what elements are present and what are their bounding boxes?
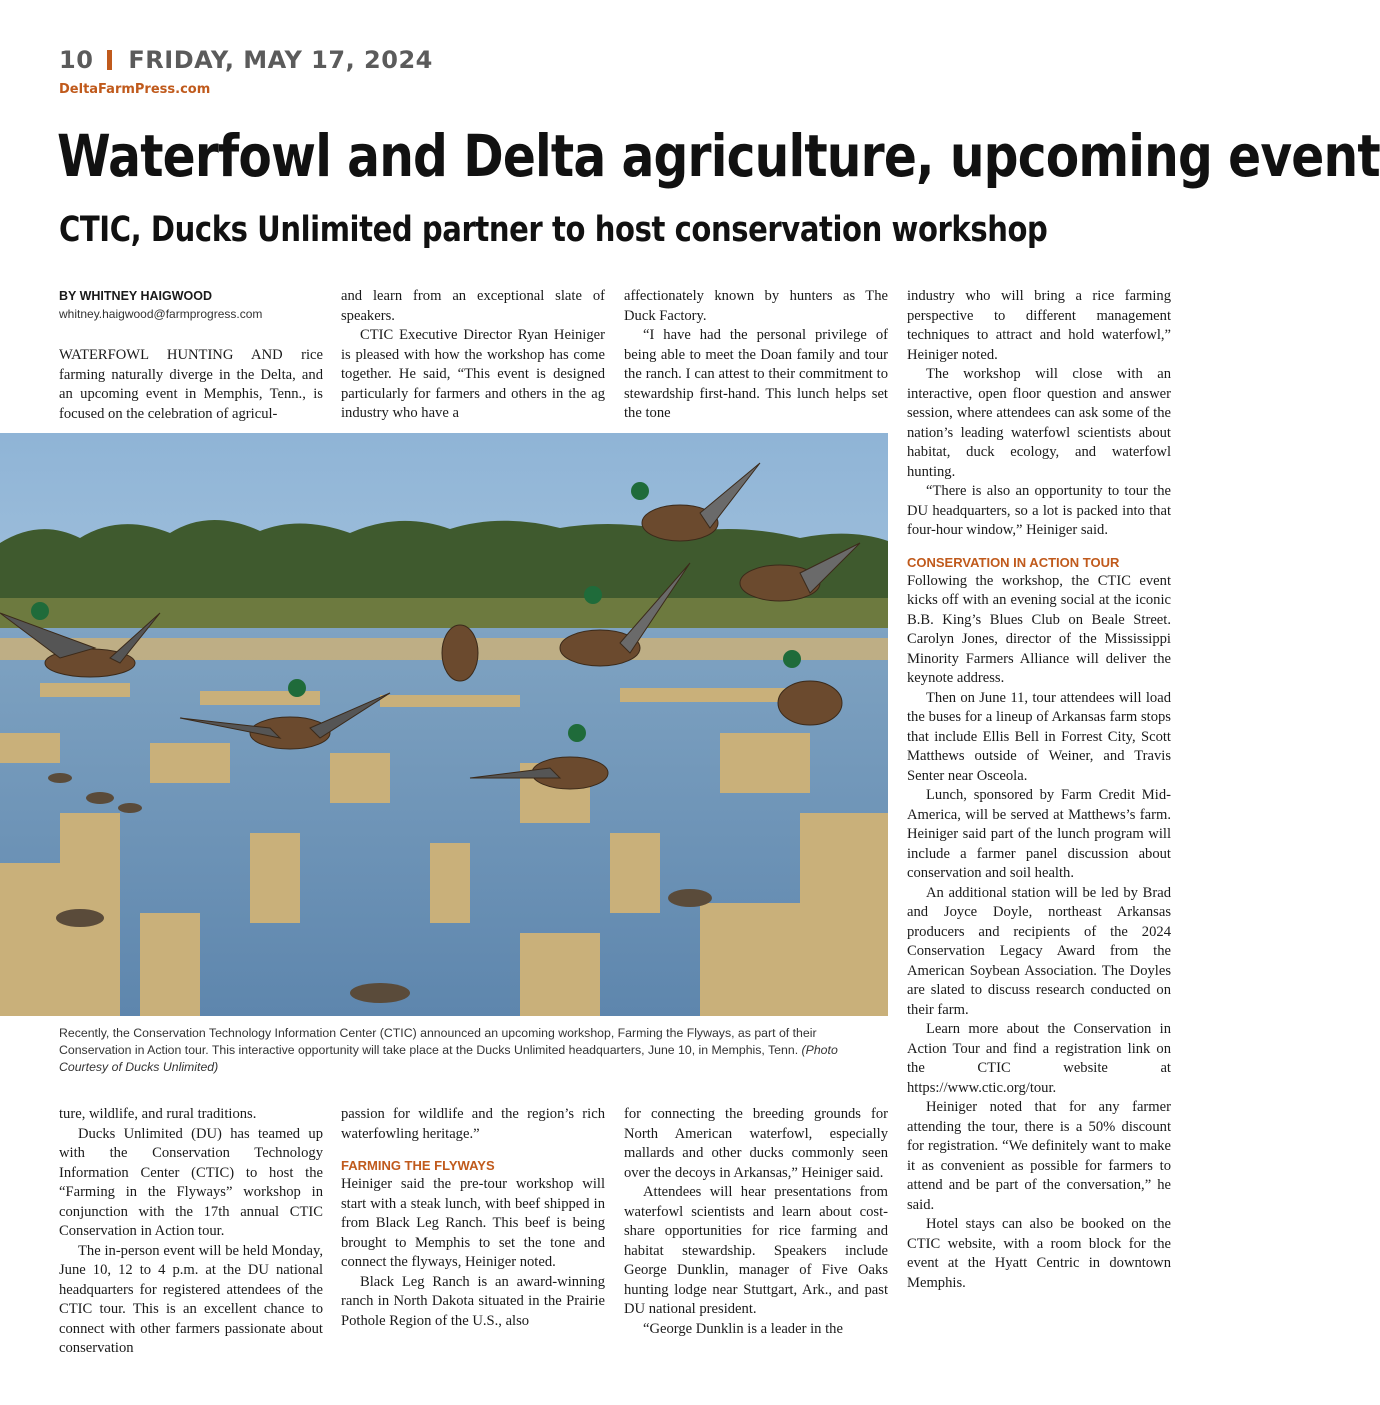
paragraph: ture, wildlife, and rural traditions.: [59, 1106, 257, 1122]
headline: Waterfowl and Delta agriculture, upcoming event: [57, 122, 1380, 190]
photo-credit: (Photo Courtesy of Ducks Unlimited): [59, 1043, 838, 1074]
issue-date: FRIDAY, MAY 17, 2024: [128, 46, 433, 74]
site-name: DeltaFarmPress.com: [59, 82, 211, 97]
photo-caption: [59, 1025, 859, 1076]
col4-paragraphs-b: [907, 572, 1171, 1294]
col2-top-paragraphs: [341, 287, 605, 424]
paragraph: “There is also an opportunity to tour the DU headquarters, so a lot is packed into that four-hour window,” Heiniger said.: [907, 483, 1171, 538]
paragraph: and learn from an exceptional slate of speakers.: [341, 288, 605, 324]
col2-bottom-paragraphs-b: [341, 1175, 605, 1331]
paragraph: The in-person event will be held Monday, June 10, 12 to 4 p.m. at the DU national headquarters for registered attendees of the CTIC tour. This is an excellent chance to connect with other farmers passionate about conservation: [59, 1242, 323, 1356]
byline: BY WHITNEY HAIGWOOD: [59, 289, 213, 303]
col3-top-paragraphs: [624, 287, 888, 424]
deck: CTIC, Ducks Unlimited partner to host conservation workshop: [59, 210, 1048, 250]
column-3-top: [624, 287, 888, 424]
paragraph: Then on June 11, tour attendees will load the buses for a lineup of Arkansas farm stops that include Ellis Bell in Forrest City, Scott Matthews outside of Weiner, and Travis Senter near Osceola.: [907, 689, 1171, 784]
subhead-conservation-in-action: CONSERVATION IN ACTION TOUR: [907, 554, 1120, 570]
col2-bottom-paragraphs-a: [341, 1105, 605, 1144]
paragraph: Learn more about the Conservation in Action Tour and find a registration link on the CTIC website at https://www.ctic.org/tour.: [907, 1021, 1171, 1096]
paragraph: CTIC Executive Director Ryan Heiniger is pleased with how the workshop has come together. He said, “This event is designed particularly for farmers and others in the ag industry who have a: [341, 327, 605, 421]
folio-divider: [107, 50, 112, 70]
paragraph: Lunch, sponsored by Farm Credit Mid-America, will be served at Matthews’s farm. Heiniger said part of the lunch program will include a farmer panel discussion about conservation and soil health.: [907, 787, 1171, 881]
mallards-photo: [0, 433, 888, 1016]
paragraph: industry who will bring a rice farming perspective to different management techniques to attract and hold waterfowl,” Heiniger noted.: [907, 288, 1171, 363]
column-4: [907, 287, 1171, 1293]
paragraph: for connecting the breeding grounds for North American waterfowl, especially mallards and other ducks commonly seen over the decoys in Arkansas,” Heiniger said.: [624, 1106, 888, 1181]
col1-top-paragraphs: [59, 346, 323, 424]
folio: [59, 46, 433, 74]
paragraph: Heiniger said the pre-tour workshop will start with a steak lunch, with beef shipped in from Black Leg Ranch. This beef is being brought to Memphis to set the tone and connect the flyways, Heiniger noted.: [341, 1176, 605, 1270]
paragraph: “I have had the personal privilege of being able to meet the Doan family and tour the ranch. I can attest to their commitment to stewardship first-hand. This lunch helps set the tone: [624, 327, 888, 421]
paragraph: An additional station will be led by Brad and Joyce Doyle, northeast Arkansas producers and recipients of the 2024 Conservation Legacy Award from the American Soybean Association. The Doyles are slated to discuss research conducted on their farm.: [907, 884, 1171, 1018]
paragraph: Attendees will hear presentations from waterfowl scientists and learn about cost-share opportunities for rice farming and habitat stewardship. Speakers include George Dunklin, manager of Five Oaks hunting lodge near Stuttgart, Ark., and past DU national president.: [624, 1184, 888, 1317]
column-1-top: [59, 287, 323, 424]
paragraph: “George Dunklin is a leader in the: [643, 1320, 843, 1337]
col4-paragraphs-a: [907, 287, 1171, 541]
paragraph: affectionately known by hunters as The Duck Factory.: [624, 288, 888, 324]
author-email: whitney.haigwood@farmprogress.com: [59, 307, 263, 321]
paragraph: Black Leg Ranch is an award-winning ranch in North Dakota situated in the Prairie Pothole Region of the U.S., also: [341, 1273, 605, 1329]
paragraph: WATERFOWL HUNTING AND rice farming naturally diverge in the Delta, and an upcoming event in Memphis, Tenn., is focused on the celebration of agricul-: [59, 347, 323, 422]
column-3-bottom: [624, 1105, 888, 1339]
column-2-bottom: [341, 1105, 605, 1331]
paragraph: Heiniger noted that for any farmer attending the tour, there is a 50% discount for registration. “We definitely want to make it as convenient as possible for farmers to attend and be part of the conversation,” he said.: [907, 1099, 1171, 1213]
paragraph: Hotel stays can also be booked on the CTIC website, with a room block for the event at the Hyatt Centric in downtown Memphis.: [907, 1216, 1171, 1291]
subhead-farming-the-flyways: FARMING THE FLYWAYS: [341, 1158, 495, 1173]
column-2-top: [341, 287, 605, 424]
column-1-bottom: [59, 1105, 323, 1359]
page-number: 10: [59, 46, 94, 74]
paragraph: passion for wildlife and the region’s rich waterfowling heritage.”: [341, 1106, 605, 1142]
col1-bottom-paragraphs: [59, 1105, 323, 1359]
paragraph: Ducks Unlimited (DU) has teamed up with the Conservation Technology Information Center (CTIC) to host the “Farming in the Flyways” workshop in conjunction with the 17th annual CTIC Conservation in Action tour.: [59, 1125, 323, 1239]
paragraph: Following the workshop, the CTIC event kicks off with an evening social at the iconic B.B. King’s Blues Club on Beale Street. Carolyn Jones, director of the Mississippi Minority Farmers Alliance will deliver the keynote address.: [907, 572, 1171, 686]
caption-text: Recently, the Conservation Technology Information Center (CTIC) announced an upcoming workshop, Farming the Flyways, as part of their Conservation in Action tour. This interactive opportunity will take place at the Ducks Unlimited headquarters, June 10, in Memphis, Tenn.: [59, 1026, 817, 1057]
col3-bottom-paragraphs: [624, 1105, 888, 1339]
paragraph: The workshop will close with an interactive, open floor question and answer session, where attendees can ask some of the nation’s leading waterfowl scientists about habitat, duck ecology, and waterfowl hunting.: [907, 366, 1171, 480]
